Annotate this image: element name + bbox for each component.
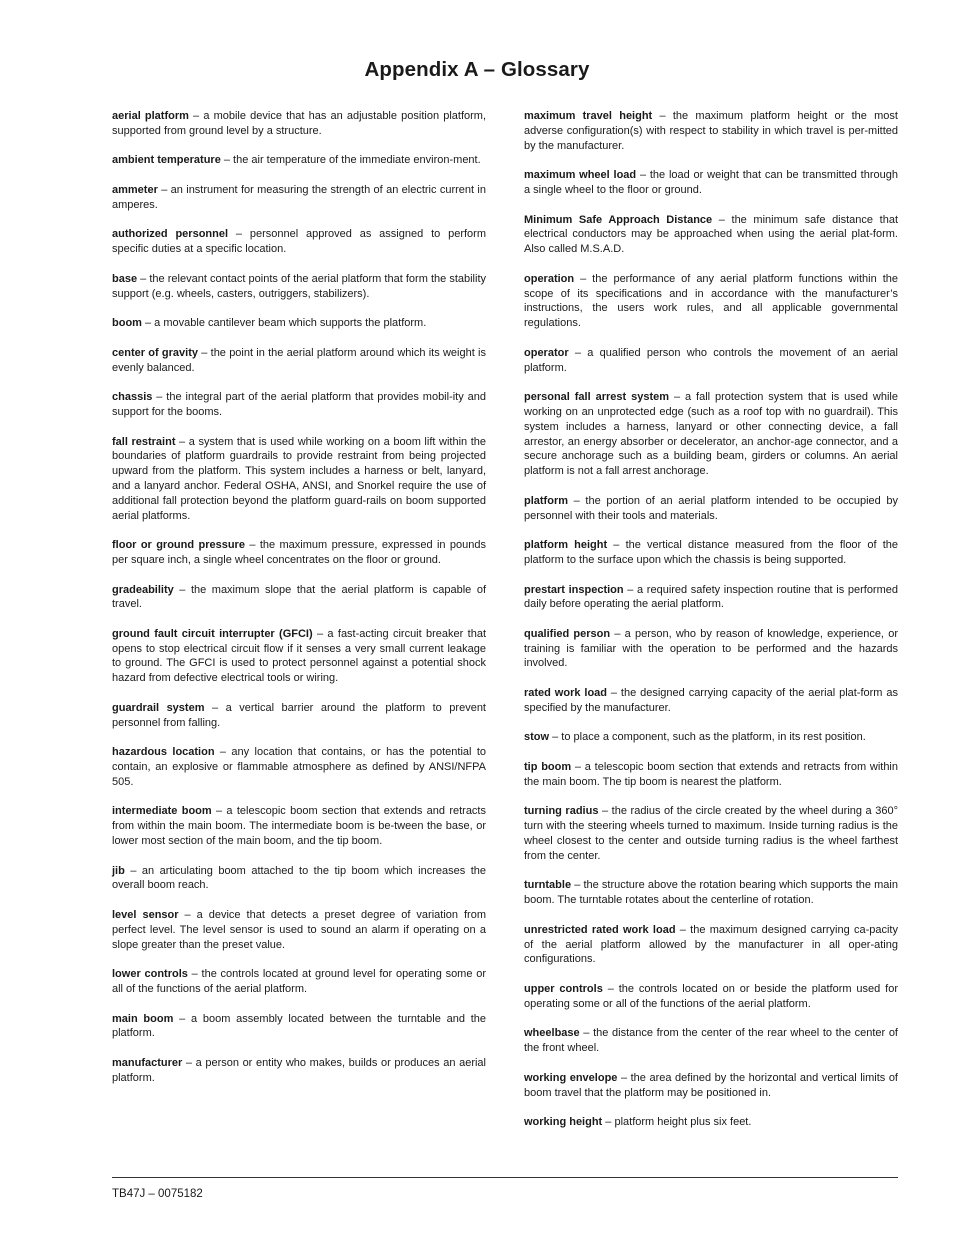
- glossary-term: boom: [112, 317, 142, 330]
- glossary-entry: [112, 864, 486, 894]
- glossary-definition: – the air temperature of the immediate environ-ment.: [220, 154, 481, 167]
- glossary-entry: [524, 1071, 898, 1101]
- glossary-term: fall restraint: [112, 435, 176, 448]
- glossary-entry: [112, 316, 486, 331]
- glossary-definition: – the controls located on or beside the platform used for operating some or all of the functions of the aerial platform.: [524, 983, 898, 1010]
- glossary-entry: [112, 538, 486, 568]
- glossary-term: working envelope: [524, 1071, 618, 1084]
- glossary-definition: – a boom assembly located between the turntable and the platform.: [112, 1012, 486, 1040]
- glossary-term: turning radius: [524, 805, 599, 818]
- glossary-term: guardrail system: [112, 701, 205, 714]
- glossary-term: manufacturer: [112, 1057, 183, 1069]
- glossary-entry: [524, 730, 898, 745]
- glossary-entry: [524, 494, 898, 524]
- glossary-term: intermediate boom: [112, 805, 212, 818]
- glossary-definition: – a person or entity who makes, builds or produces an aerial platform.: [112, 1057, 486, 1084]
- glossary-term: main boom: [112, 1012, 174, 1025]
- glossary-term: operation: [524, 272, 575, 285]
- glossary-term: ground fault circuit interrupter (GFCI): [112, 627, 313, 640]
- glossary-definition: – an instrument for measuring the strength of an electric current in amperes.: [112, 183, 486, 211]
- glossary-entry: [112, 701, 486, 731]
- glossary-term: turntable: [524, 879, 572, 892]
- glossary-entry: [524, 923, 898, 967]
- glossary-definition: – the designed carrying capacity of the aerial plat-form as specified by the manufacturer.: [524, 687, 898, 714]
- glossary-entry: [112, 272, 486, 302]
- glossary-definition: – the area defined by the horizontal and vertical limits of boom travel that the platform may be positioned in.: [524, 1071, 898, 1099]
- glossary-entry: [112, 583, 486, 613]
- glossary-term: level sensor: [112, 909, 179, 922]
- glossary-definition: – a telescopic boom section that extends and retracts from within the main boom. The intermediate boom is be-tween the base, or lower most section of the main boom, and the tip boom.: [112, 805, 486, 848]
- glossary-entry: [524, 878, 898, 908]
- glossary-entry: [112, 908, 486, 952]
- glossary-term: upper controls: [524, 983, 603, 996]
- glossary-definition: – an articulating boom attached to the tip boom which increases the overall boom reach.: [112, 864, 486, 892]
- glossary-definition: – a movable cantilever beam which supports the platform.: [141, 317, 427, 330]
- glossary-entry: [112, 390, 486, 420]
- glossary-definition: – a system that is used while working on a boom lift within the boundaries of platform guardrails to provide restraint from being projected upward from the platform. This system includes a harness or belt, lanyard, and a lanyard anchor. Federal OSHA, ANSI, and Snorkel require the use of additional fall protection beyond the platform guard-rails on boom supported aerial platforms.: [112, 435, 486, 522]
- glossary-entry: [112, 967, 486, 997]
- glossary-entry: [524, 538, 898, 568]
- glossary-entry: [524, 760, 898, 790]
- footer-divider: [112, 1177, 898, 1178]
- glossary-definition: – the maximum designed carrying ca-pacity of the aerial platform allowed by the manufacturer in all oper-ating configurations.: [524, 923, 898, 966]
- glossary-definition: – the radius of the circle created by the wheel during a 360° turn with the steering wheels turned to maximum. Inside turning radius is the wheel closest to the center and outside turning radius is the wheel farthest from the center.: [524, 805, 898, 862]
- glossary-entry: [112, 346, 486, 376]
- glossary-column-left: [112, 109, 486, 1100]
- glossary-term: unrestricted rated work load: [524, 923, 676, 936]
- glossary-entry: [112, 627, 486, 686]
- glossary-definition: – the maximum pressure, expressed in pounds per square inch, a single wheel concentrates on the floor or ground.: [112, 539, 486, 566]
- footer-document-number: TB47J – 0075182: [112, 1188, 203, 1200]
- glossary-term: floor or ground pressure: [112, 539, 245, 552]
- glossary-term: maximum wheel load: [524, 169, 637, 182]
- glossary-entry: [524, 213, 898, 257]
- glossary-entry: [524, 168, 898, 198]
- glossary-entry: [524, 1115, 898, 1130]
- glossary-term: platform: [524, 494, 568, 507]
- glossary-definition: – the maximum platform height or the most adverse configuration(s) with respect to stability in which travel is per-mitted by the manufacturer.: [524, 110, 898, 152]
- glossary-definition: – a qualified person who controls the movement of an aerial platform.: [524, 346, 898, 374]
- glossary-definition: – a vertical barrier around the platform to prevent personnel from falling.: [112, 701, 486, 729]
- glossary-term: authorized personnel: [112, 228, 229, 241]
- glossary-definition: – the performance of any aerial platform functions within the scope of its specifications and in accordance with the manufacturer’s instructions, the users work rules, and all applicable governmental regulations.: [524, 272, 898, 330]
- glossary-definition: – the integral part of the aerial platform that provides mobil-ity and support for the booms.: [112, 391, 486, 418]
- glossary-entry: [112, 183, 486, 213]
- glossary-term: prestart inspection: [524, 583, 624, 596]
- glossary-definition: – the portion of an aerial platform intended to be occupied by personnel with their tools and materials.: [524, 494, 898, 522]
- glossary-entry: [524, 982, 898, 1012]
- glossary-term: platform height: [524, 539, 608, 552]
- glossary-term: wheelbase: [524, 1027, 580, 1040]
- glossary-term: gradeability: [112, 583, 174, 596]
- glossary-definition: – a device that detects a preset degree of variation from perfect level. The level sensor is used to sound an alarm if operating on a slope greater than the preset value.: [112, 909, 486, 951]
- glossary-entry: [112, 109, 486, 139]
- glossary-definition: – a required safety inspection routine that is performed daily before operating the aerial platform.: [524, 583, 898, 611]
- glossary-entry: [112, 745, 486, 789]
- glossary-term: aerial platform: [112, 110, 189, 122]
- glossary-definition: – personnel approved as assigned to perform specific duties at a specific location.: [112, 228, 486, 256]
- glossary-entry: [524, 109, 898, 153]
- glossary-entry: [112, 435, 486, 524]
- glossary-entry: [112, 227, 486, 257]
- glossary-term: jib: [112, 864, 125, 877]
- glossary-definition: – the distance from the center of the rear wheel to the center of the front wheel.: [524, 1027, 898, 1055]
- glossary-term: maximum travel height: [524, 110, 653, 122]
- glossary-entry: [524, 583, 898, 613]
- glossary-definition: – the load or weight that can be transmitted through a single wheel to the floor or ground.: [524, 169, 898, 196]
- glossary-term: chassis: [112, 391, 153, 404]
- glossary-term: Minimum Safe Approach Distance: [524, 213, 713, 226]
- glossary-entry: [524, 627, 898, 671]
- glossary-entry: [524, 686, 898, 716]
- glossary-entry: [112, 1012, 486, 1042]
- glossary-definition: – any location that contains, or has the potential to contain, an explosive or flammable atmosphere as defined by ANSI/NFPA 505.: [112, 746, 486, 788]
- glossary-definition: – the structure above the rotation bearing which supports the main boom. The turntable rotates about the centerline of rotation.: [524, 879, 898, 907]
- glossary-entry: [524, 346, 898, 376]
- glossary-definition: – to place a component, such as the platform, in its rest position.: [549, 731, 866, 744]
- glossary-entry: [112, 153, 486, 168]
- glossary-term: working height: [524, 1116, 603, 1129]
- glossary-term: operator: [524, 346, 569, 359]
- glossary-term: lower controls: [112, 968, 188, 981]
- glossary-definition: – platform height plus six feet.: [602, 1116, 752, 1129]
- glossary-term: rated work load: [524, 687, 607, 700]
- glossary-definition: – the relevant contact points of the aerial platform that form the stability support (e.g. wheels, casters, outriggers, stabilizers).: [112, 272, 486, 300]
- glossary-definition: – a fall protection system that is used while working on an unprotected edge (such as a roof top with no guardrail). This system includes a harness, lanyard or other connecting device, a fall arrestor, an energy absorber or decelerator, an anchor-age connector, and a secure anchorage such as a building beam, girders or columns. An aerial platform is not a fall arrest anchorage.: [524, 391, 898, 478]
- glossary-term: hazardous location: [112, 746, 215, 759]
- glossary-term: personal fall arrest system: [524, 391, 670, 404]
- glossary-definition: – a person, who by reason of knowledge, experience, or training is familiar with the operation to be performed and the hazards involved.: [524, 627, 898, 670]
- glossary-term: tip boom: [524, 761, 572, 774]
- glossary-definition: – the vertical distance measured from the floor of the platform to the surface upon which the chassis is being supported.: [524, 539, 898, 566]
- glossary-term: ammeter: [112, 183, 158, 196]
- glossary-definition: – the maximum slope that the aerial platform is capable of travel.: [112, 583, 486, 611]
- glossary-term: qualified person: [524, 627, 611, 640]
- glossary-term: base: [112, 272, 138, 285]
- glossary-entry: [112, 1056, 486, 1086]
- glossary-column-right: [524, 109, 898, 1145]
- glossary-definition: – a fast-acting circuit breaker that opens to stop electrical circuit flow if it senses a very small current leakage to ground. The GFCI is used to protect personnel against a potential shock hazard from defective electrical tools or wiring.: [112, 627, 486, 685]
- glossary-definition: – a mobile device that has an adjustable position platform, supported from ground level by a structure.: [112, 110, 487, 137]
- glossary-entry: [524, 804, 898, 863]
- glossary-entry: [524, 390, 898, 479]
- glossary-term: stow: [524, 731, 550, 744]
- glossary-term: ambient temperature: [112, 154, 221, 167]
- glossary-definition: – the controls located at ground level for operating some or all of the functions of the aerial platform.: [112, 968, 487, 996]
- glossary-entry: [524, 272, 898, 331]
- glossary-definition: – the point in the aerial platform around which its weight is evenly balanced.: [112, 346, 486, 374]
- page-title: Appendix A – Glossary: [364, 58, 590, 81]
- glossary-definition: – the minimum safe distance that electrical conductors may be approached when using the aerial plat-form. Also called M.S.A.D.: [524, 213, 898, 256]
- glossary-entry: [112, 804, 486, 848]
- glossary-definition: – a telescopic boom section that extends and retracts from within the main boom. The tip boom is nearest the platform.: [524, 761, 898, 788]
- glossary-entry: [524, 1026, 898, 1056]
- glossary-term: center of gravity: [112, 346, 198, 359]
